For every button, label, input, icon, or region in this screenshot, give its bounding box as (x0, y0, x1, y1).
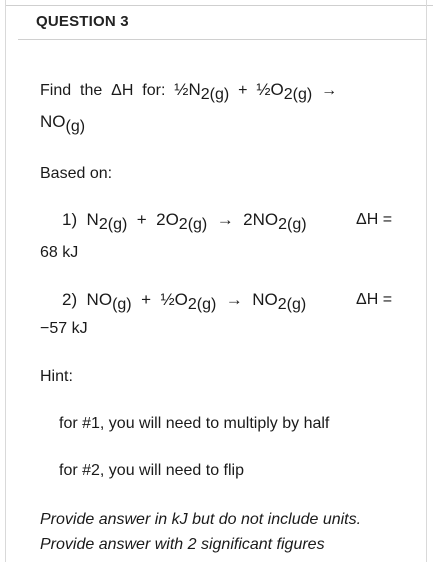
reaction-2-prefix: 2) NO (62, 290, 113, 309)
instruction-sig-figs: Provide answer with 2 significant figures (40, 536, 325, 553)
reaction-2-o2-subscript: 2(g) (187, 296, 217, 313)
reaction-2-no2-subscript: 2(g) (277, 296, 307, 313)
prompt-half-o2: ½O (256, 80, 284, 99)
reaction-1-o2-subscript: 2(g) (178, 216, 208, 233)
prompt-n2-subscript: 2(g) (200, 86, 230, 103)
reaction-2-plus-o2: + ½O (131, 290, 188, 309)
prompt-product-line (40, 112, 86, 135)
reaction-1-plus-o2: + 2O (127, 210, 179, 229)
reaction-2-equation (62, 290, 307, 313)
prompt-find-text: Find the ΔH for: (40, 82, 175, 99)
question-title: QUESTION 3 (36, 13, 129, 30)
hint-line-2: for #2, you will need to flip (59, 462, 244, 479)
reaction-1-value: 68 kJ (40, 244, 79, 261)
prompt-line (40, 80, 338, 103)
prompt-arrow: → (312, 82, 338, 99)
prompt-plus: + (229, 82, 257, 99)
reaction-1-arrow-no2: → 2NO (207, 210, 279, 229)
hint-line-1: for #1, you will need to multiply by half (59, 415, 330, 432)
reaction-1-equation (62, 210, 307, 233)
reaction-1-prefix: 1) N (62, 210, 99, 229)
prompt-no-subscript: (g) (65, 118, 86, 135)
reaction-2-value: −57 kJ (40, 320, 88, 337)
reaction-1-n2-subscript: 2(g) (98, 216, 128, 233)
prompt-half-n2: ½N (174, 80, 201, 99)
based-on-label: Based on: (40, 165, 113, 182)
reaction-2-arrow-no2: → NO (216, 290, 278, 309)
prompt-o2-subscript: 2(g) (283, 86, 313, 103)
reaction-2-no-subscript: (g) (112, 296, 132, 313)
hint-label: Hint: (40, 368, 73, 385)
reaction-2-delta-h: ΔH = (356, 291, 393, 308)
instruction-units: Provide answer in kJ but do not include units. (40, 511, 362, 528)
reaction-1-delta-h: ΔH = (356, 211, 393, 228)
prompt-no: NO (40, 112, 66, 131)
reaction-1-no2-subscript: 2(g) (278, 216, 307, 233)
